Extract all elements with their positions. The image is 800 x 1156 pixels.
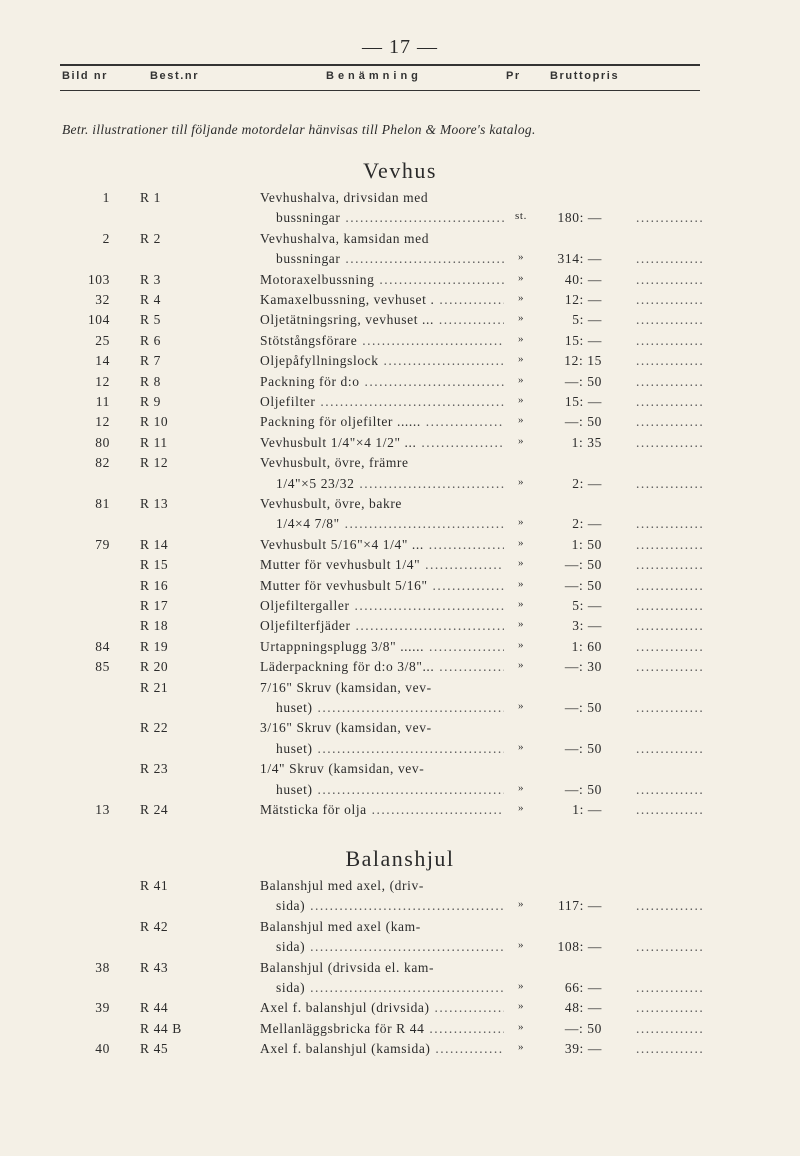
part-row: [0, 720, 800, 742]
gross-price: 48: —: [564, 1000, 602, 1016]
price-leader: ..............: [636, 700, 705, 715]
unit: »: [517, 434, 525, 447]
unit: »: [517, 638, 525, 651]
price-leader: ..............: [636, 939, 705, 955]
price-leader: ..............: [636, 898, 705, 914]
part-name: Axel f. balanshjul (drivsida) .....: [260, 1000, 504, 1016]
order-number: R 24: [140, 802, 169, 817]
part-name-continuation: huset) .....: [260, 700, 504, 716]
part-row: [0, 374, 800, 396]
gross-price: 15: —: [564, 394, 602, 409]
part-row-continuation: [0, 516, 800, 538]
part-name: Mutter för vevhusbult 5/16" .....: [260, 578, 504, 594]
price-leader: ..............: [636, 394, 705, 409]
part-name: Vevhushalva, drivsidan med: [260, 190, 429, 205]
part-row: [0, 802, 800, 824]
unit: »: [517, 1000, 525, 1013]
part-name: Oljetätningsring, vevhuset ... .....: [260, 312, 504, 328]
order-number: R 5: [140, 312, 161, 328]
bild-number: 104: [87, 312, 110, 328]
section-title: Vevhus: [363, 158, 437, 183]
part-row-continuation: [0, 210, 800, 232]
part-name: Urtappningsplugg 3/8" ...... .....: [260, 639, 504, 655]
unit: »: [517, 740, 525, 753]
bild-number: 85: [95, 659, 110, 675]
gross-price: —: 50: [564, 577, 602, 593]
part-name-continuation: sida) .....: [260, 980, 504, 996]
bild-number: 12: [95, 414, 110, 430]
order-number: R 19: [140, 638, 169, 654]
part-row: [0, 1021, 800, 1043]
part-row: [0, 394, 800, 416]
part-row: [0, 435, 800, 457]
order-number: R 11: [140, 434, 168, 450]
bild-number: 80: [95, 434, 110, 450]
price-leader: ..............: [636, 577, 705, 593]
gross-price: —: 50: [564, 740, 602, 756]
part-row-continuation: [0, 782, 800, 804]
price-leader: ..............: [636, 312, 705, 328]
part-row: [0, 537, 800, 559]
bild-number: 38: [95, 959, 110, 975]
part-name: Vevhusbult, övre, bakre: [260, 496, 403, 511]
bild-number: 84: [95, 638, 110, 654]
unit: »: [517, 980, 525, 992]
part-name: Stötstångsförare .....: [260, 333, 504, 349]
part-row: [0, 919, 800, 941]
order-number: R 2: [140, 230, 161, 246]
unit: »: [517, 1020, 525, 1033]
bild-number: 79: [95, 536, 110, 552]
column-header-bild: Bild nr: [62, 70, 109, 82]
part-name: Axel f. balanshjul (kamsida) .....: [260, 1041, 504, 1057]
order-number: R 20: [140, 659, 169, 675]
price-leader: ..............: [636, 980, 705, 995]
gross-price: 66: —: [564, 980, 602, 995]
part-row-continuation: [0, 741, 800, 763]
price-leader: ..............: [636, 740, 705, 756]
unit: »: [517, 332, 525, 345]
part-name: Vevhusbult 1/4"×4 1/2" ... .....: [260, 435, 504, 451]
part-name: Oljefiltergaller .....: [260, 598, 504, 614]
price-leader: ..............: [636, 618, 705, 634]
part-name-continuation: huset) .....: [260, 741, 504, 757]
unit: »: [517, 1041, 525, 1054]
part-name: Motoraxelbussning .....: [260, 272, 504, 288]
part-name: Kamaxelbussning, vevhuset . .....: [260, 292, 504, 308]
price-leader: ..............: [636, 251, 705, 267]
illustration-note: Betr. illustrationer till följande motordelar hänvisas till Phelon & Moore's katalog.: [62, 122, 536, 137]
part-name-continuation: 1/4×4 7/8" .....: [260, 516, 504, 532]
unit: »: [517, 353, 525, 366]
part-name: 1/4" Skruv (kamsidan, vev-: [260, 761, 425, 777]
part-name: Balanshjul med axel, (driv-: [260, 878, 424, 893]
gross-price: 108: —: [557, 939, 602, 955]
part-row: [0, 312, 800, 334]
part-row: [0, 496, 800, 518]
unit: »: [517, 394, 525, 406]
part-name-continuation: bussningar .....: [260, 210, 504, 226]
part-row: [0, 272, 800, 294]
price-leader: ..............: [636, 434, 705, 450]
gross-price: 12: 15: [564, 353, 602, 369]
unit: »: [517, 414, 525, 427]
order-number: R 7: [140, 353, 161, 369]
gross-price: 1: 60: [571, 638, 602, 654]
part-row: [0, 578, 800, 600]
part-name: Vevhusbult, övre, främre: [260, 455, 409, 471]
gross-price: 2: —: [572, 475, 602, 491]
gross-price: 2: —: [572, 516, 602, 532]
gross-price: —: 30: [564, 659, 602, 675]
header-rule-bottom: [60, 90, 700, 91]
order-number: R 6: [140, 332, 161, 348]
price-leader: ..............: [636, 475, 705, 491]
part-name: Oljepåfyllningslock .....: [260, 353, 504, 369]
order-number: R 44 B: [140, 1020, 182, 1036]
order-number: R 14: [140, 536, 169, 552]
column-header-pr: Pr: [506, 70, 521, 82]
order-number: R 16: [140, 577, 169, 593]
bild-number: 40: [95, 1041, 110, 1057]
part-name-continuation: sida) .....: [260, 898, 504, 914]
unit: »: [517, 373, 525, 386]
part-row: [0, 1000, 800, 1022]
gross-price: —: 50: [564, 373, 602, 389]
part-row: [0, 960, 800, 982]
price-leader: ..............: [636, 1000, 705, 1016]
part-row-continuation: [0, 939, 800, 961]
unit: »: [517, 898, 525, 911]
part-row: [0, 455, 800, 477]
bild-number: 82: [95, 455, 110, 471]
part-row: [0, 659, 800, 681]
unit: »: [517, 271, 525, 284]
part-name: Balanshjul (drivsida el. kam-: [260, 959, 435, 975]
part-row: [0, 1041, 800, 1063]
part-name: Packning för d:o .....: [260, 374, 504, 390]
bild-number: 25: [95, 332, 110, 348]
column-header-benamning: Benämning: [326, 70, 422, 82]
part-row: [0, 292, 800, 314]
unit: »: [517, 802, 525, 814]
gross-price: 39: —: [564, 1041, 602, 1057]
price-leader: ..............: [636, 557, 705, 573]
part-name: Packning för oljefilter ...... .....: [260, 414, 504, 430]
gross-price: 15: —: [564, 332, 602, 348]
part-name: Vevhusbult 5/16"×4 1/4" ... .....: [260, 537, 504, 553]
order-number: R 12: [140, 455, 169, 471]
unit: »: [517, 312, 525, 325]
gross-price: 314: —: [557, 251, 602, 267]
bild-number: 13: [95, 802, 110, 817]
unit: »: [517, 939, 525, 952]
gross-price: 1: —: [572, 802, 602, 817]
part-name: Oljefilterfjäder .....: [260, 618, 504, 634]
part-name: 7/16" Skruv (kamsidan, vev-: [260, 679, 432, 695]
gross-price: 117: —: [558, 898, 602, 914]
order-number: R 8: [140, 373, 161, 389]
part-name-continuation: bussningar .....: [260, 251, 504, 267]
price-leader: ..............: [636, 1041, 705, 1057]
price-leader: ..............: [636, 332, 705, 348]
order-number: R 3: [140, 271, 161, 287]
part-name-continuation: 1/4"×5 23/32 .....: [260, 476, 504, 492]
part-row: [0, 618, 800, 640]
bild-number: 32: [95, 292, 110, 307]
part-row: [0, 680, 800, 702]
column-header-bruttopris: Bruttopris: [550, 70, 620, 82]
part-name-continuation: huset) .....: [260, 782, 504, 798]
page-number: — 17 —: [362, 36, 438, 58]
order-number: R 10: [140, 414, 169, 430]
gross-price: 1: 50: [571, 536, 602, 552]
price-leader: ..............: [636, 802, 705, 817]
part-row-continuation: [0, 476, 800, 498]
price-leader: ..............: [636, 271, 705, 287]
gross-price: 1: 35: [571, 434, 602, 450]
part-row-continuation: [0, 700, 800, 722]
price-leader: ..............: [636, 781, 705, 797]
bild-number: 81: [95, 496, 110, 511]
price-leader: ..............: [636, 516, 705, 532]
unit: »: [517, 292, 525, 304]
order-number: R 18: [140, 618, 169, 634]
price-leader: ..............: [636, 292, 705, 307]
part-row: [0, 353, 800, 375]
part-row: [0, 598, 800, 620]
gross-price: —: 50: [564, 700, 602, 715]
unit: »: [517, 251, 525, 264]
order-number: R 23: [140, 761, 169, 777]
order-number: R 1: [140, 190, 161, 205]
gross-price: —: 50: [564, 557, 602, 573]
part-row: [0, 557, 800, 579]
unit: »: [517, 618, 525, 631]
price-leader: ..............: [636, 638, 705, 654]
order-number: R 45: [140, 1041, 169, 1057]
unit: »: [517, 516, 525, 529]
part-name: Mätsticka för olja .....: [260, 802, 504, 818]
price-leader: ..............: [636, 353, 705, 369]
gross-price: 5: —: [572, 312, 602, 328]
gross-price: —: 50: [564, 1020, 602, 1036]
order-number: R 4: [140, 292, 161, 307]
bild-number: 12: [95, 373, 110, 389]
price-leader: ..............: [636, 536, 705, 552]
price-leader: ..............: [636, 1020, 705, 1036]
bild-number: 103: [87, 271, 110, 287]
order-number: R 21: [140, 679, 169, 695]
unit: »: [517, 536, 525, 549]
unit: »: [517, 557, 525, 570]
part-name: Oljefilter .....: [260, 394, 504, 410]
part-row: [0, 231, 800, 253]
part-name: Mellanläggsbricka för R 44 .....: [260, 1021, 504, 1037]
section-title: Balanshjul: [345, 846, 455, 871]
part-row: [0, 190, 800, 212]
part-row-continuation: [0, 980, 800, 1002]
part-row: [0, 333, 800, 355]
order-number: R 13: [140, 496, 169, 511]
gross-price: 40: —: [564, 271, 602, 287]
part-name: Läderpackning för d:o 3/8"... .....: [260, 659, 504, 675]
bild-number: 39: [95, 1000, 110, 1016]
order-number: R 44: [140, 1000, 169, 1016]
order-number: R 17: [140, 598, 169, 613]
header-rule-top: [60, 64, 700, 66]
unit: st.: [515, 210, 527, 223]
gross-price: 180: —: [557, 210, 602, 226]
unit: »: [517, 700, 525, 712]
gross-price: 3: —: [572, 618, 602, 634]
unit: »: [517, 577, 525, 590]
unit: »: [517, 598, 525, 610]
order-number: R 43: [140, 959, 169, 975]
part-name: 3/16" Skruv (kamsidan, vev-: [260, 720, 432, 736]
order-number: R 41: [140, 878, 169, 893]
order-number: R 22: [140, 720, 169, 736]
order-number: R 42: [140, 918, 169, 934]
price-leader: ..............: [636, 373, 705, 389]
part-name-continuation: sida) .....: [260, 939, 504, 955]
part-row-continuation: [0, 251, 800, 273]
order-number: R 9: [140, 394, 161, 409]
unit: »: [517, 659, 525, 672]
bild-number: 14: [95, 353, 110, 369]
part-row: [0, 414, 800, 436]
unit: »: [517, 781, 525, 794]
gross-price: —: 50: [564, 781, 602, 797]
gross-price: —: 50: [564, 414, 602, 430]
gross-price: 12: —: [564, 292, 602, 307]
part-name: Vevhushalva, kamsidan med: [260, 230, 430, 246]
part-row: [0, 878, 800, 900]
part-row: [0, 639, 800, 661]
part-name: Mutter för vevhusbult 1/4" .....: [260, 557, 504, 573]
price-leader: ..............: [636, 414, 705, 430]
price-leader: ..............: [636, 210, 705, 226]
bild-number: 1: [102, 190, 110, 205]
bild-number: 2: [102, 230, 110, 246]
part-name: Balanshjul med axel (kam-: [260, 918, 421, 934]
unit: »: [517, 475, 525, 488]
bild-number: 11: [95, 394, 110, 409]
price-leader: ..............: [636, 659, 705, 675]
price-leader: ..............: [636, 598, 705, 613]
part-row-continuation: [0, 898, 800, 920]
gross-price: 5: —: [572, 598, 602, 613]
column-header-best: Best.nr: [150, 70, 200, 82]
order-number: R 15: [140, 557, 169, 573]
part-row: [0, 761, 800, 783]
